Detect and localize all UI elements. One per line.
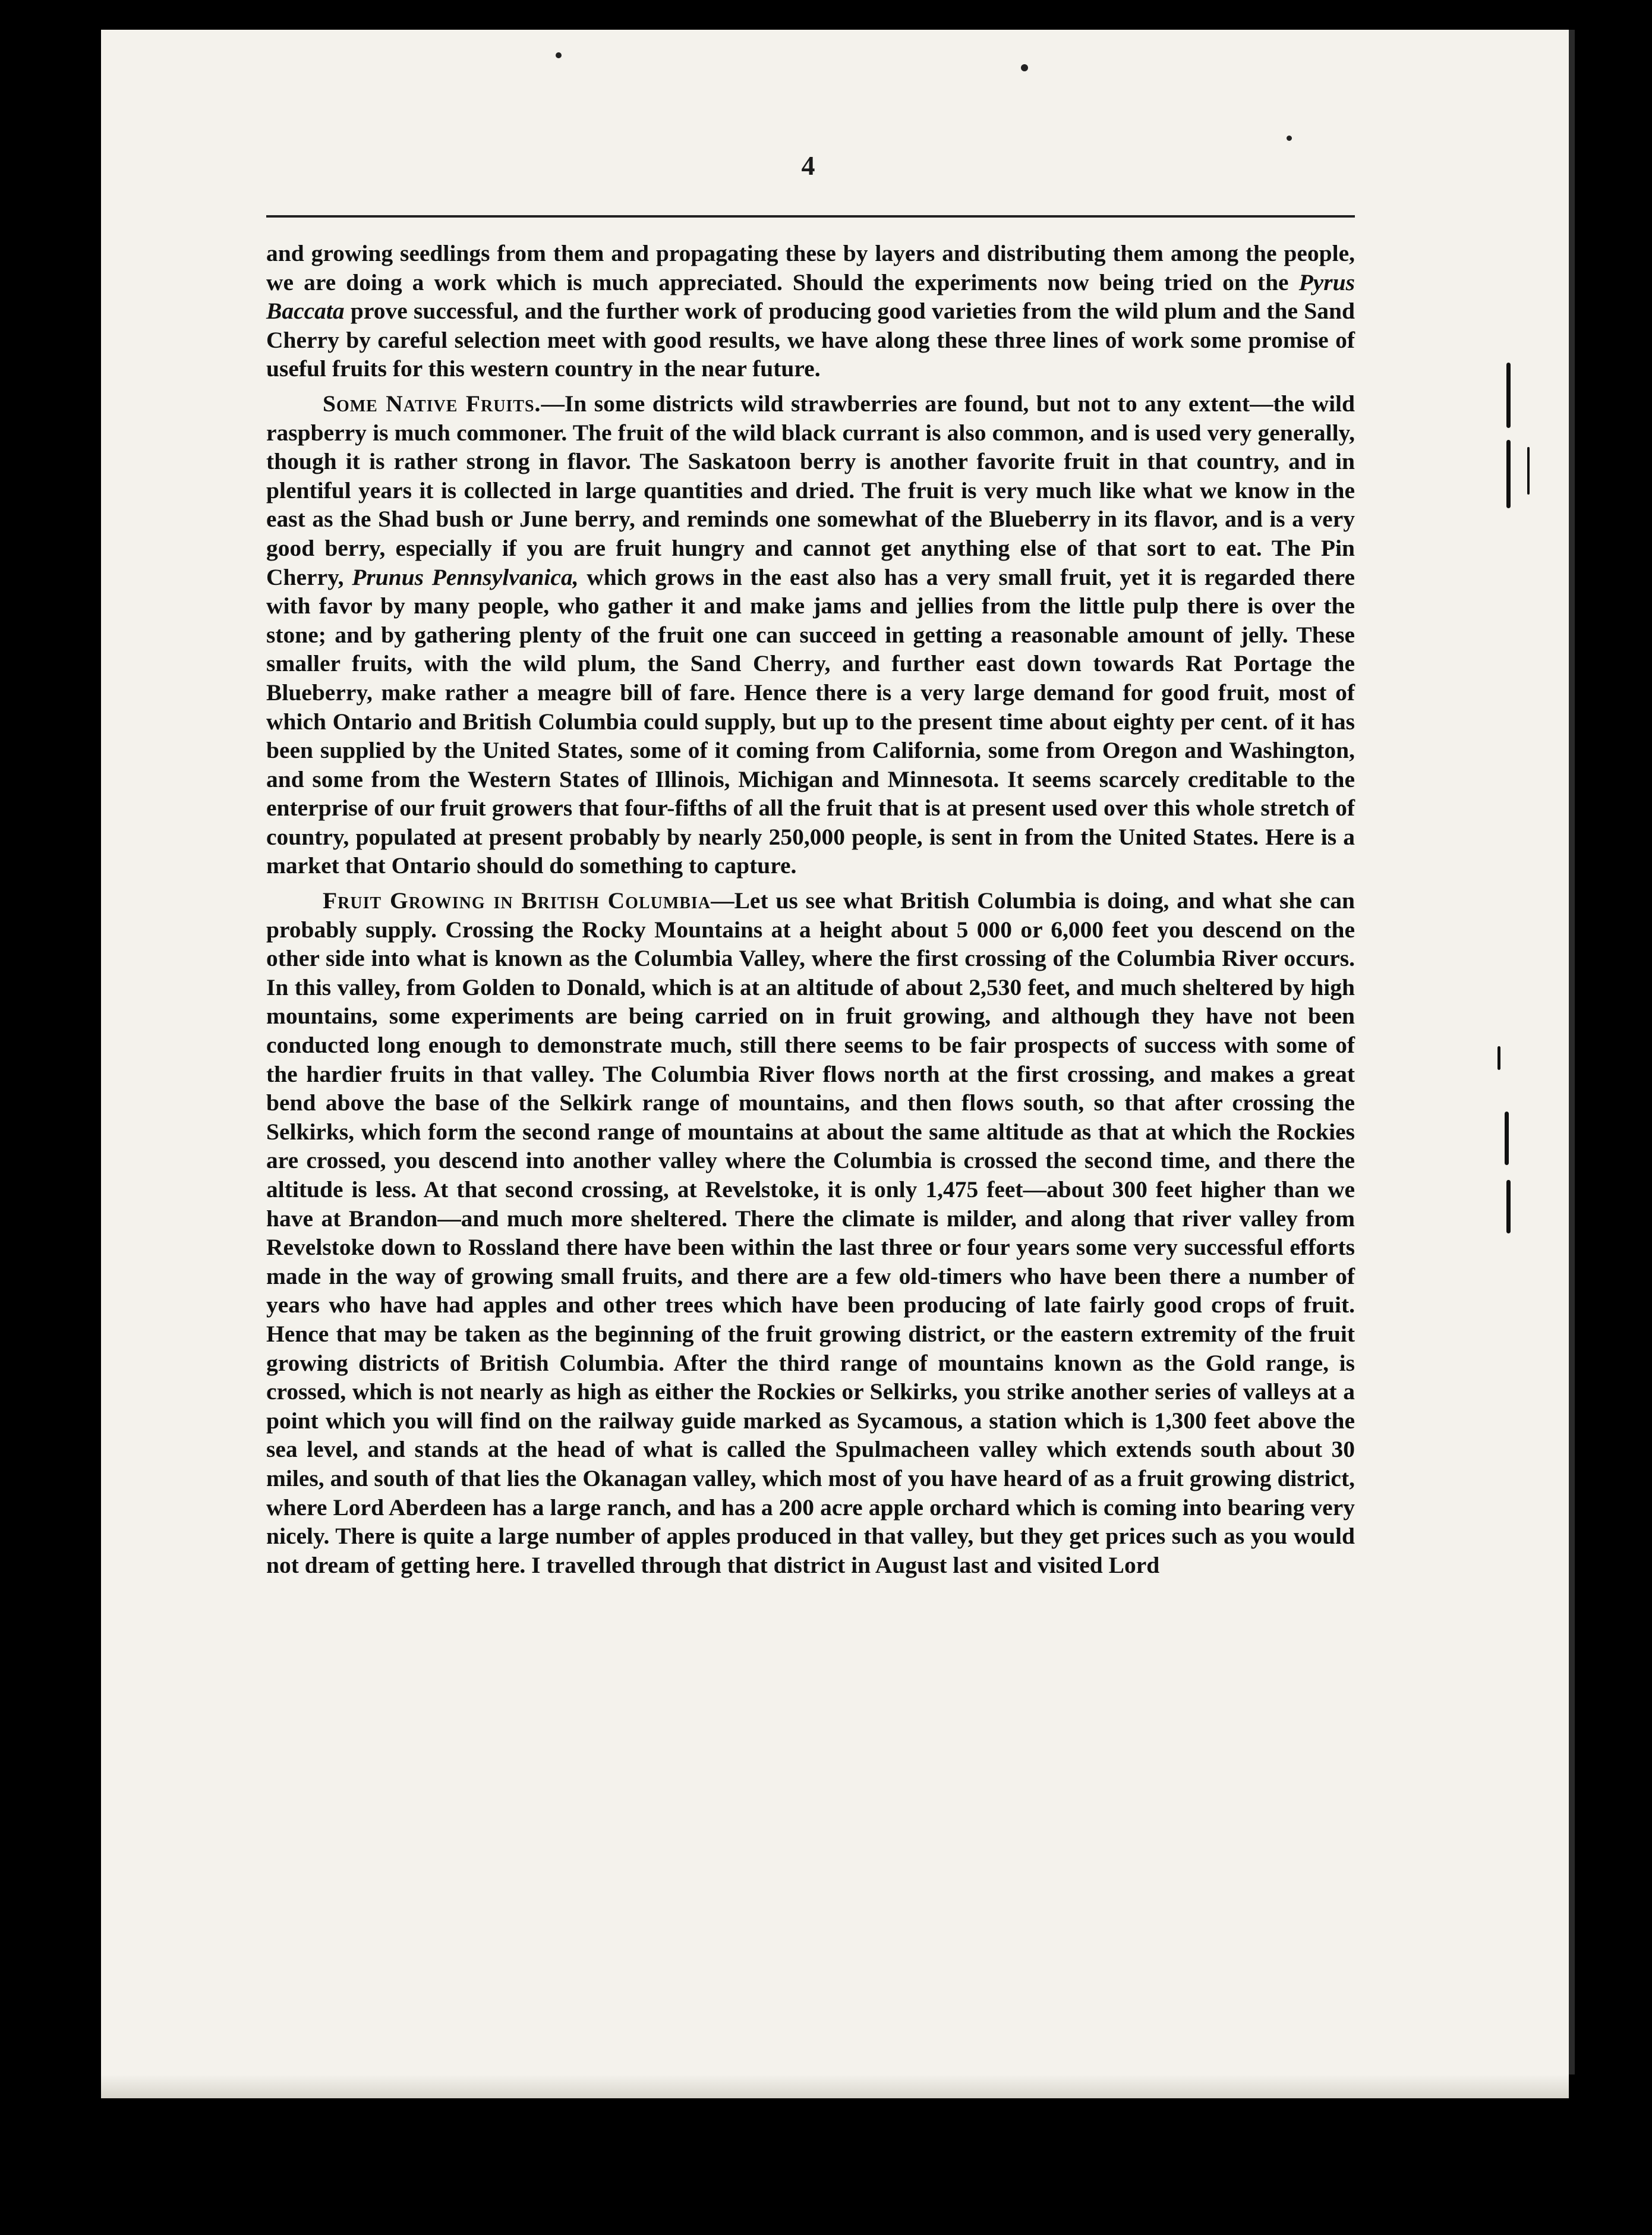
scan-speck: [1287, 136, 1292, 141]
scan-speck: [556, 52, 562, 58]
section-heading-native-fruits: Some Native Fruits.: [323, 390, 541, 417]
page-number: 4: [801, 150, 815, 181]
scan-speck: [1021, 64, 1028, 71]
section-heading-british-columbia: Fruit Growing in British Columbia: [323, 887, 711, 914]
paragraph-1-text-after: prove successful, and the further work of producing good varieties from the wild plum and the Sand Cherry by careful selection meet with good results, we have along these three lines of work some promise of useful fruits for this western country in the near future.: [266, 298, 1355, 382]
scan-mark: [1497, 1046, 1500, 1070]
paragraph-3-text: —Let us see what British Columbia is doing, and what she can probably supply. Crossing the Rocky Mountains at a height about 5 000 or 6,000 feet you descend on the other side into what is known as the Columbia Valley, where the first crossing of the Columbia River occurs. In this valley, from Golden to Donald, which is at an altitude of about 2,530 feet, and much sheltered by high mountains, some experiments are being carried on in fruit growing, and although they have not been conducted long enough to demonstrate much, still there seems to be fair prospects of success with some of the hardier fruits in that valley. The Columbia River flows north at the first crossing, and makes a great bend above the base of the Selkirk range of mountains, and then flows south, so that after crossing the Selkirks, which form the second range of mountains at about the same altitude as that at which the Rockies are crossed, you descend into another valley where the Columbia is crossed the second time, and there the altitude is less. At that second crossing, at Revelstoke, it is only 1,475 feet—about 300 feet higher than we have at Brandon—and much more sheltered. There the climate is milder, and along that river valley from Revelstoke down to Rossland there have been within the last three or four years some very successful efforts made in the way of growing small fruits, and there are a few old-timers who have been there a number of years who have had apples and other trees which have been producing of late fairly good crops of fruit. Hence that may be taken as the beginning of the fruit growing district, or the eastern extremity of the fruit growing districts of British Columbia. After the third range of mountains known as the Gold range, is crossed, which is not nearly as high as either the Rockies or Selkirks, you strike another series of valleys at a point which you will find on the railway guide marked as Sycamous, a station which is 1,300 feet above the sea level, and stands at the head of what is called the Spulmacheen valley which extends south about 30 miles, and south of that lies the Okanagan valley, which most of you have heard of as a fruit growing district, where Lord Aberdeen has a large ranch, and has a 200 acre apple orchard which is coming into bearing very nicely. There is quite a large number of apples produced in that valley, but they get prices such as you would not dream of getting here. I travelled through that district in August last and visited Lord: [266, 887, 1355, 1578]
paragraph-1: [266, 239, 1355, 383]
scan-mark: [1527, 447, 1530, 495]
scan-mark: [1506, 1180, 1511, 1233]
paragraph-3: [266, 886, 1355, 1579]
paragraph-2-text-after: which grows in the east also has a very small fruit, yet it is regarded there with favor by many people, who gather it and make jams and jellies from the little pulp there is over the stone; and by gathering plenty of the fruit one can succeed in getting a reasonable amount of jelly. These smaller fruits, with the wild plum, the Sand Cherry, and further east down towards Rat Portage the Blueberry, make rather a meagre bill of fare. Hence there is a very large demand for good fruit, most of which Ontario and British Columbia could supply, but up to the present time about eighty per cent. of it has been supplied by the United States, some of it coming from California, some from Oregon and Washington, and some from the Western States of Illinois, Michigan and Minnesota. It seems scarcely creditable to the enterprise of our fruit growers that four-fifths of all the fruit that is at present used over this whole stretch of country, populated at present probably by nearly 250,000 people, is sent in from the United States. Here is a market that Ontario should do something to capture.: [266, 564, 1355, 879]
paragraph-2-text: —In some districts wild strawberries are found, but not to any extent—the wild raspberry is much commoner. The fruit of the wild black currant is also common, and is used very generally, though it is rather strong in flavor. The Saskatoon berry is another favorite fruit in that country, and in plentiful years it is collected in large quantities and dried. The fruit is very much like what we know in the east as the Shad bush or June berry, and reminds one somewhat of the Blueberry in its flavor, and is a very good berry, especially if you are fruit hungry and cannot get anything else of that sort to eat. The Pin Cherry,: [266, 390, 1355, 590]
paragraph-1-text: and growing seedlings from them and propagating these by layers and distributing them among the people, we are doing a work which is much appreciated. Should the experiments now being tried on the: [266, 240, 1355, 295]
paragraph-1-italic: Pyrus Baccata: [266, 269, 1355, 325]
paragraph-2-italic: Prunus Pennsylvanica,: [352, 564, 579, 590]
page-bottom-edge: [101, 2075, 1569, 2098]
scan-mark: [1506, 440, 1511, 508]
header-rule: [266, 215, 1355, 218]
article-body: [266, 239, 1355, 1585]
scan-mark: [1506, 363, 1511, 428]
paragraph-2: [266, 389, 1355, 880]
scan-mark: [1505, 1112, 1509, 1165]
